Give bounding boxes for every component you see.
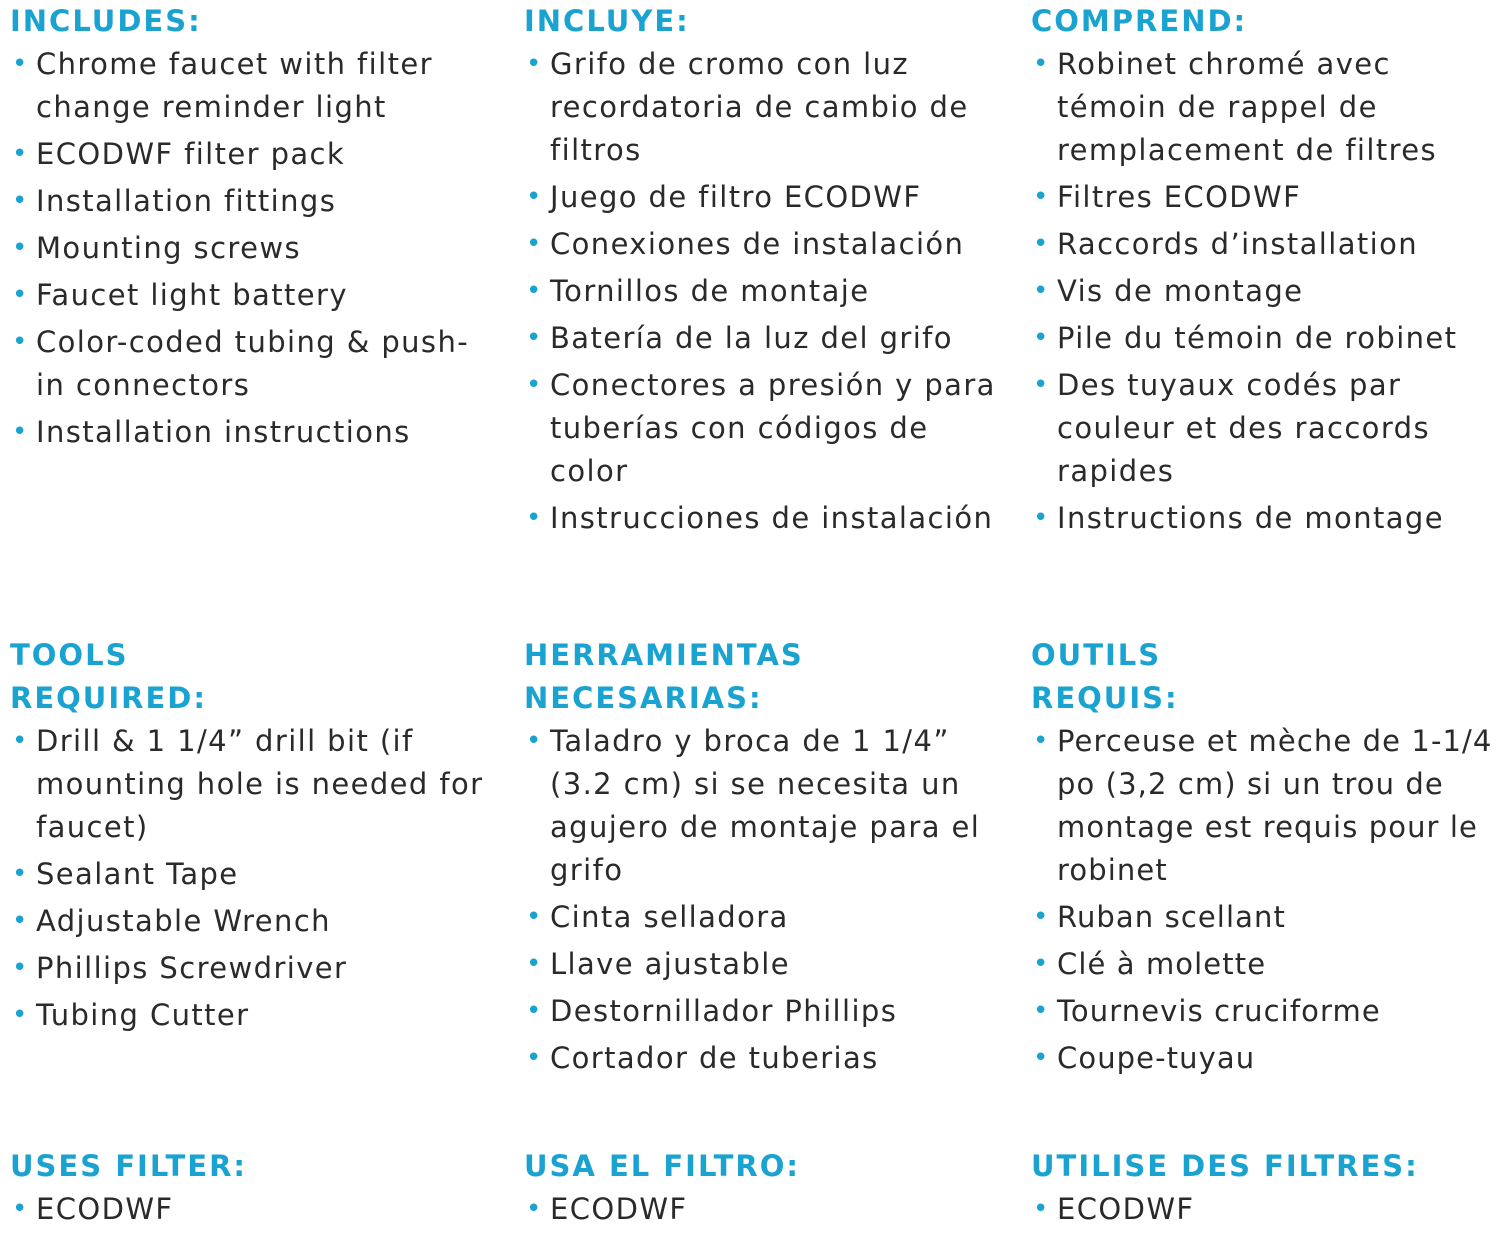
bullet-icon: • [12, 280, 29, 310]
list-item [10, 994, 490, 1037]
tools-heading-en-line2: REQUIRED: [10, 681, 207, 715]
list-item [524, 364, 1004, 493]
tools-heading-en-line1: TOOLS [10, 638, 129, 672]
bullet-icon: • [12, 859, 29, 889]
filter-list-es [524, 1188, 1004, 1231]
list-item [1031, 223, 1500, 266]
list-item [1031, 896, 1499, 939]
list-item-text: Tornillos de montaje [550, 274, 870, 308]
bullet-icon: • [526, 902, 543, 932]
filter-heading-fr: UTILISE DES FILTRES: [1031, 1149, 1419, 1183]
list-item-text: Chrome faucet with filter change reminder light [36, 47, 433, 124]
list-item-text: Raccords d’installation [1057, 227, 1419, 261]
tools-heading-fr-line1: OUTILS [1031, 638, 1162, 672]
bullet-icon: • [1033, 726, 1050, 756]
bullet-icon: • [1033, 370, 1050, 400]
bullet-icon: • [526, 503, 543, 533]
list-item-text: ECODWF filter pack [36, 137, 346, 171]
tools-heading-fr-line2: REQUIS: [1031, 681, 1179, 715]
bullet-icon: • [12, 906, 29, 936]
bullet-icon: • [1033, 276, 1050, 306]
list-item [1031, 270, 1500, 313]
list-item [1031, 1037, 1499, 1080]
list-item-text: ECODWF [1057, 1192, 1195, 1226]
list-item [10, 180, 490, 223]
bullet-icon: • [12, 49, 29, 79]
bullet-icon: • [526, 276, 543, 306]
list-item [524, 176, 1004, 219]
bullet-icon: • [1033, 996, 1050, 1026]
bullet-icon: • [12, 1194, 29, 1224]
list-item [10, 227, 490, 270]
tools-heading-es-line2: NECESARIAS: [524, 681, 763, 715]
bullet-icon: • [1033, 949, 1050, 979]
list-item-text: Tubing Cutter [36, 998, 250, 1032]
list-item [10, 853, 490, 896]
bullet-icon: • [12, 417, 29, 447]
list-item-text: ECODWF [550, 1192, 688, 1226]
list-item [524, 497, 1004, 540]
list-item-text: Perceuse et mèche de 1-1/4 po (3,2 cm) si un trou de montage est requis pour le robinet [1057, 724, 1493, 887]
filter-section-es [524, 1145, 1004, 1235]
includes-list-en [10, 43, 490, 454]
list-item [1031, 720, 1499, 892]
tools-section-en [10, 634, 490, 1041]
bullet-icon: • [1033, 503, 1050, 533]
list-item [1031, 1188, 1500, 1231]
list-item [10, 274, 490, 317]
list-item-text: Filtres ECODWF [1057, 180, 1302, 214]
list-item-text: Installation fittings [36, 184, 337, 218]
list-item-text: Instructions de montage [1057, 501, 1444, 535]
includes-list-fr [1031, 43, 1500, 540]
tools-heading-es [524, 634, 1004, 720]
bullet-icon: • [526, 370, 543, 400]
list-item [10, 411, 490, 454]
list-item [524, 1188, 1004, 1231]
list-item-text: Llave ajustable [550, 947, 790, 981]
list-item-text: Grifo de cromo con luz recordatoria de cambio de filtros [550, 47, 969, 167]
list-item-text: Pile du témoin de robinet [1057, 321, 1458, 355]
bullet-icon: • [1033, 323, 1050, 353]
list-item-text: Mounting screws [36, 231, 301, 265]
includes-heading-en: INCLUDES: [10, 4, 202, 38]
list-item-text: Adjustable Wrench [36, 904, 331, 938]
list-item-text: Clé à molette [1057, 947, 1267, 981]
list-item-text: Vis de montage [1057, 274, 1304, 308]
list-item-text: Taladro y broca de 1 1/4” (3.2 cm) si se necesita un agujero de montaje para el grifo [550, 724, 981, 887]
bullet-icon: • [526, 996, 543, 1026]
tools-heading-es-line1: HERRAMIENTAS [524, 638, 804, 672]
list-item [1031, 497, 1500, 540]
list-item [524, 720, 1004, 892]
list-item [10, 321, 490, 407]
list-item [524, 270, 1004, 313]
includes-section-en [10, 0, 490, 458]
bullet-icon: • [12, 327, 29, 357]
includes-section-fr [1031, 0, 1500, 544]
filter-heading-en: USES FILTER: [10, 1149, 248, 1183]
filter-section-fr [1031, 1145, 1500, 1235]
list-item-text: Color-coded tubing & push-in connectors [36, 325, 470, 402]
bullet-icon: • [526, 1043, 543, 1073]
list-item-text: Phillips Screwdriver [36, 951, 348, 985]
list-item-text: Ruban scellant [1057, 900, 1286, 934]
list-item-text: Instrucciones de instalación [550, 501, 994, 535]
list-item [1031, 176, 1500, 219]
list-item [524, 1037, 1004, 1080]
list-item [524, 43, 1004, 172]
list-item [10, 1188, 490, 1231]
bullet-icon: • [12, 139, 29, 169]
list-item [10, 947, 490, 990]
bullet-icon: • [526, 49, 543, 79]
list-item [10, 43, 490, 129]
bullet-icon: • [1033, 49, 1050, 79]
list-item [524, 943, 1004, 986]
list-item [1031, 364, 1500, 493]
bullet-icon: • [526, 323, 543, 353]
tools-list-en [10, 720, 490, 1037]
list-item-text: Sealant Tape [36, 857, 239, 891]
bullet-icon: • [12, 186, 29, 216]
list-item-text: Cinta selladora [550, 900, 789, 934]
tools-heading-en [10, 634, 490, 720]
list-item-text: Des tuyaux codés par couleur et des raccords rapides [1057, 368, 1430, 488]
list-item-text: Conectores a presión y para tuberías con códigos de color [550, 368, 996, 488]
list-item-text: Cortador de tuberias [550, 1041, 879, 1075]
tools-list-fr [1031, 720, 1499, 1080]
list-item [1031, 43, 1500, 172]
list-item-text: Destornillador Phillips [550, 994, 898, 1028]
list-item-text: Coupe-tuyau [1057, 1041, 1256, 1075]
list-item-text: ECODWF [36, 1192, 174, 1226]
bullet-icon: • [526, 1194, 543, 1224]
list-item [524, 317, 1004, 360]
bullet-icon: • [526, 726, 543, 756]
bullet-icon: • [12, 1000, 29, 1030]
list-item [10, 133, 490, 176]
includes-heading-fr: COMPREND: [1031, 4, 1248, 38]
list-item [524, 223, 1004, 266]
bullet-icon: • [1033, 1043, 1050, 1073]
tools-heading-fr [1031, 634, 1499, 720]
list-item [524, 896, 1004, 939]
tools-list-es [524, 720, 1004, 1080]
list-item-text: Installation instructions [36, 415, 411, 449]
list-item-text: Faucet light battery [36, 278, 348, 312]
bullet-icon: • [12, 233, 29, 263]
list-item-text: Conexiones de instalación [550, 227, 965, 261]
list-item-text: Batería de la luz del grifo [550, 321, 953, 355]
includes-list-es [524, 43, 1004, 540]
filter-heading-es: USA EL FILTRO: [524, 1149, 801, 1183]
filter-list-fr [1031, 1188, 1500, 1231]
list-item [1031, 990, 1499, 1033]
filter-section-en [10, 1145, 490, 1235]
bullet-icon: • [1033, 182, 1050, 212]
list-item-text: Robinet chromé avec témoin de rappel de remplacement de filtres [1057, 47, 1438, 167]
filter-list-en [10, 1188, 490, 1231]
list-item-text: Juego de filtro ECODWF [550, 180, 922, 214]
bullet-icon: • [1033, 1194, 1050, 1224]
list-item-text: Drill & 1 1/4” drill bit (if mounting hole is needed for faucet) [36, 724, 484, 844]
bullet-icon: • [1033, 229, 1050, 259]
tools-section-es [524, 634, 1004, 1084]
list-item [1031, 317, 1500, 360]
list-item [1031, 943, 1499, 986]
bullet-icon: • [12, 953, 29, 983]
list-item [10, 900, 490, 943]
bullet-icon: • [526, 182, 543, 212]
bullet-icon: • [526, 949, 543, 979]
includes-section-es [524, 0, 1004, 544]
list-item [524, 990, 1004, 1033]
bullet-icon: • [526, 229, 543, 259]
bullet-icon: • [12, 726, 29, 756]
includes-heading-es: INCLUYE: [524, 4, 690, 38]
tools-section-fr [1031, 634, 1499, 1084]
list-item [10, 720, 490, 849]
list-item-text: Tournevis cruciforme [1057, 994, 1381, 1028]
bullet-icon: • [1033, 902, 1050, 932]
